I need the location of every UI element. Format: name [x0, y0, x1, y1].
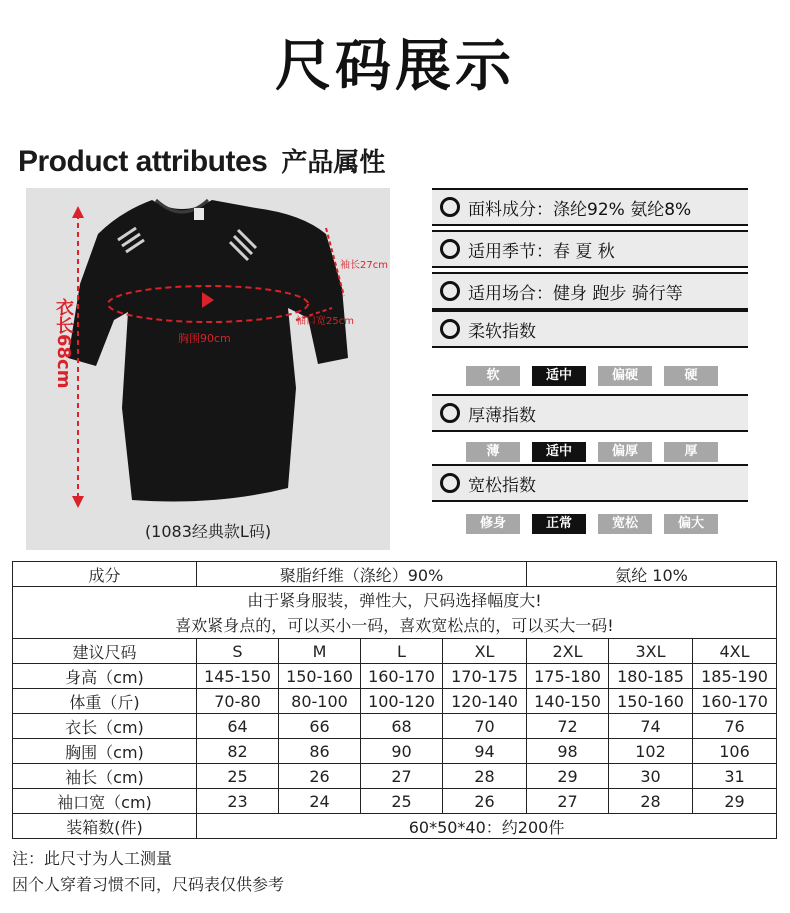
table-cell: 94	[443, 739, 527, 764]
product-attributes-heading	[18, 142, 385, 179]
size-header-row	[13, 639, 777, 664]
note-line-2: 因个人穿着习惯不同，尺码表仅供参考	[12, 875, 285, 894]
fit-option: 偏大	[664, 514, 718, 534]
table-cell: 160-170	[693, 689, 777, 714]
advice-row	[13, 587, 777, 639]
table-cell: 66	[279, 714, 361, 739]
size-label: 2XL	[527, 639, 609, 664]
softness-option: 偏硬	[598, 366, 652, 386]
table-cell: 145-150	[197, 664, 279, 689]
row-label: 衣长（cm)	[13, 714, 197, 739]
table-cell: 27	[527, 789, 609, 814]
weight-row	[13, 689, 777, 714]
photo-caption: (1083经典款L码)	[144, 522, 272, 541]
ring-bullet-icon	[440, 239, 460, 259]
ring-bullet-icon	[440, 319, 460, 339]
ring-bullet-icon	[440, 281, 460, 301]
thickness-label: 厚薄指数	[468, 405, 536, 426]
fit-label: 宽松指数	[468, 475, 536, 496]
table-cell: 28	[609, 789, 693, 814]
thickness-option: 偏厚	[598, 442, 652, 462]
table-cell: 26	[279, 764, 361, 789]
table-cell: 160-170	[361, 664, 443, 689]
table-cell: 100-120	[361, 689, 443, 714]
composition-spandex: 氨纶 10%	[527, 562, 777, 587]
size-label: 4XL	[693, 639, 777, 664]
thickness-row	[432, 394, 748, 432]
table-cell: 70	[443, 714, 527, 739]
season-row	[432, 230, 748, 268]
thickness-option: 厚	[664, 442, 718, 462]
cuff-row	[13, 789, 777, 814]
table-cell: 82	[197, 739, 279, 764]
packing-value: 60*50*40：约200件	[197, 814, 777, 839]
advice-line-2: 喜欢紧身点的，可以买小一码，喜欢宽松点的，可以买大一码!	[175, 615, 614, 635]
table-cell: 26	[443, 789, 527, 814]
table-cell: 27	[361, 764, 443, 789]
scene-row	[432, 272, 748, 310]
size-table	[12, 561, 777, 839]
table-cell: 185-190	[693, 664, 777, 689]
table-cell: 170-175	[443, 664, 527, 689]
season-text: 适用季节：春 夏 秋	[468, 241, 615, 262]
table-cell: 80-100	[279, 689, 361, 714]
advice-line-1: 由于紧身服装，弹性大，尺码选择幅度大!	[247, 590, 542, 610]
table-cell: 150-160	[609, 689, 693, 714]
chest-row	[13, 739, 777, 764]
fabric-text: 面料成分：涤纶92% 氨纶8%	[468, 199, 692, 220]
thickness-option: 薄	[466, 442, 520, 462]
row-label: 袖长（cm)	[13, 764, 197, 789]
table-cell: 98	[527, 739, 609, 764]
table-cell: 74	[609, 714, 693, 739]
sleeve-row	[13, 764, 777, 789]
packing-row	[13, 814, 777, 839]
cuff-width-label: 袖口宽25cm	[296, 316, 354, 327]
heading-english: Product attributes	[18, 145, 268, 178]
sleeve-length-label: 袖长27cm	[340, 260, 388, 271]
table-cell: 68	[361, 714, 443, 739]
size-row-label: 建议尺码	[13, 639, 197, 664]
packing-label: 装箱数(件)	[13, 814, 197, 839]
size-label: XL	[443, 639, 527, 664]
table-cell: 23	[197, 789, 279, 814]
height-row	[13, 664, 777, 689]
note-line-1: 注：此尺寸为人工测量	[12, 849, 173, 868]
softness-option: 软	[466, 366, 520, 386]
table-cell: 29	[527, 764, 609, 789]
chest-label: 胸围90cm	[178, 332, 231, 345]
table-cell: 140-150	[527, 689, 609, 714]
fit-option: 宽松	[598, 514, 652, 534]
size-label: S	[197, 639, 279, 664]
body-length-label: 衣长68cm	[53, 298, 74, 389]
fit-option: 修身	[466, 514, 520, 534]
thickness-scale	[466, 442, 718, 462]
table-cell: 76	[693, 714, 777, 739]
table-cell: 31	[693, 764, 777, 789]
softness-label: 柔软指数	[468, 321, 536, 342]
table-cell: 25	[197, 764, 279, 789]
table-cell: 150-160	[279, 664, 361, 689]
fit-row	[432, 464, 748, 502]
advice-cell	[13, 587, 777, 639]
table-cell: 64	[197, 714, 279, 739]
thickness-option-selected: 适中	[532, 442, 586, 462]
table-cell: 175-180	[527, 664, 609, 689]
table-cell: 30	[609, 764, 693, 789]
table-cell: 180-185	[609, 664, 693, 689]
row-label: 胸围（cm)	[13, 739, 197, 764]
table-cell: 102	[609, 739, 693, 764]
row-label: 体重（斤)	[13, 689, 197, 714]
softness-option-selected: 适中	[532, 366, 586, 386]
fit-scale	[466, 514, 718, 534]
scene-text: 适用场合：健身 跑步 骑行等	[468, 283, 683, 304]
ring-bullet-icon	[440, 473, 460, 493]
table-cell: 70-80	[197, 689, 279, 714]
table-cell: 29	[693, 789, 777, 814]
size-label: M	[279, 639, 361, 664]
page-title: 尺码展示	[275, 34, 515, 99]
ring-bullet-icon	[440, 197, 460, 217]
softness-row	[432, 310, 748, 348]
length-row	[13, 714, 777, 739]
table-cell: 25	[361, 789, 443, 814]
row-label: 袖口宽（cm)	[13, 789, 197, 814]
tshirt-illustration	[26, 188, 390, 550]
softness-scale	[466, 366, 718, 386]
size-label: 3XL	[609, 639, 693, 664]
fabric-row	[432, 188, 748, 226]
composition-label: 成分	[13, 562, 197, 587]
table-cell: 86	[279, 739, 361, 764]
product-photo	[26, 188, 390, 550]
heading-chinese: 产品属性	[281, 148, 386, 178]
fit-option-selected: 正常	[532, 514, 586, 534]
table-cell: 72	[527, 714, 609, 739]
ring-bullet-icon	[440, 403, 460, 423]
table-cell: 90	[361, 739, 443, 764]
softness-option: 硬	[664, 366, 718, 386]
table-cell: 24	[279, 789, 361, 814]
size-label: L	[361, 639, 443, 664]
composition-main: 聚脂纤维（涤纶）90%	[197, 562, 527, 587]
row-label: 身高（cm)	[13, 664, 197, 689]
table-cell: 120-140	[443, 689, 527, 714]
table-cell: 106	[693, 739, 777, 764]
table-cell: 28	[443, 764, 527, 789]
composition-row	[13, 562, 777, 587]
